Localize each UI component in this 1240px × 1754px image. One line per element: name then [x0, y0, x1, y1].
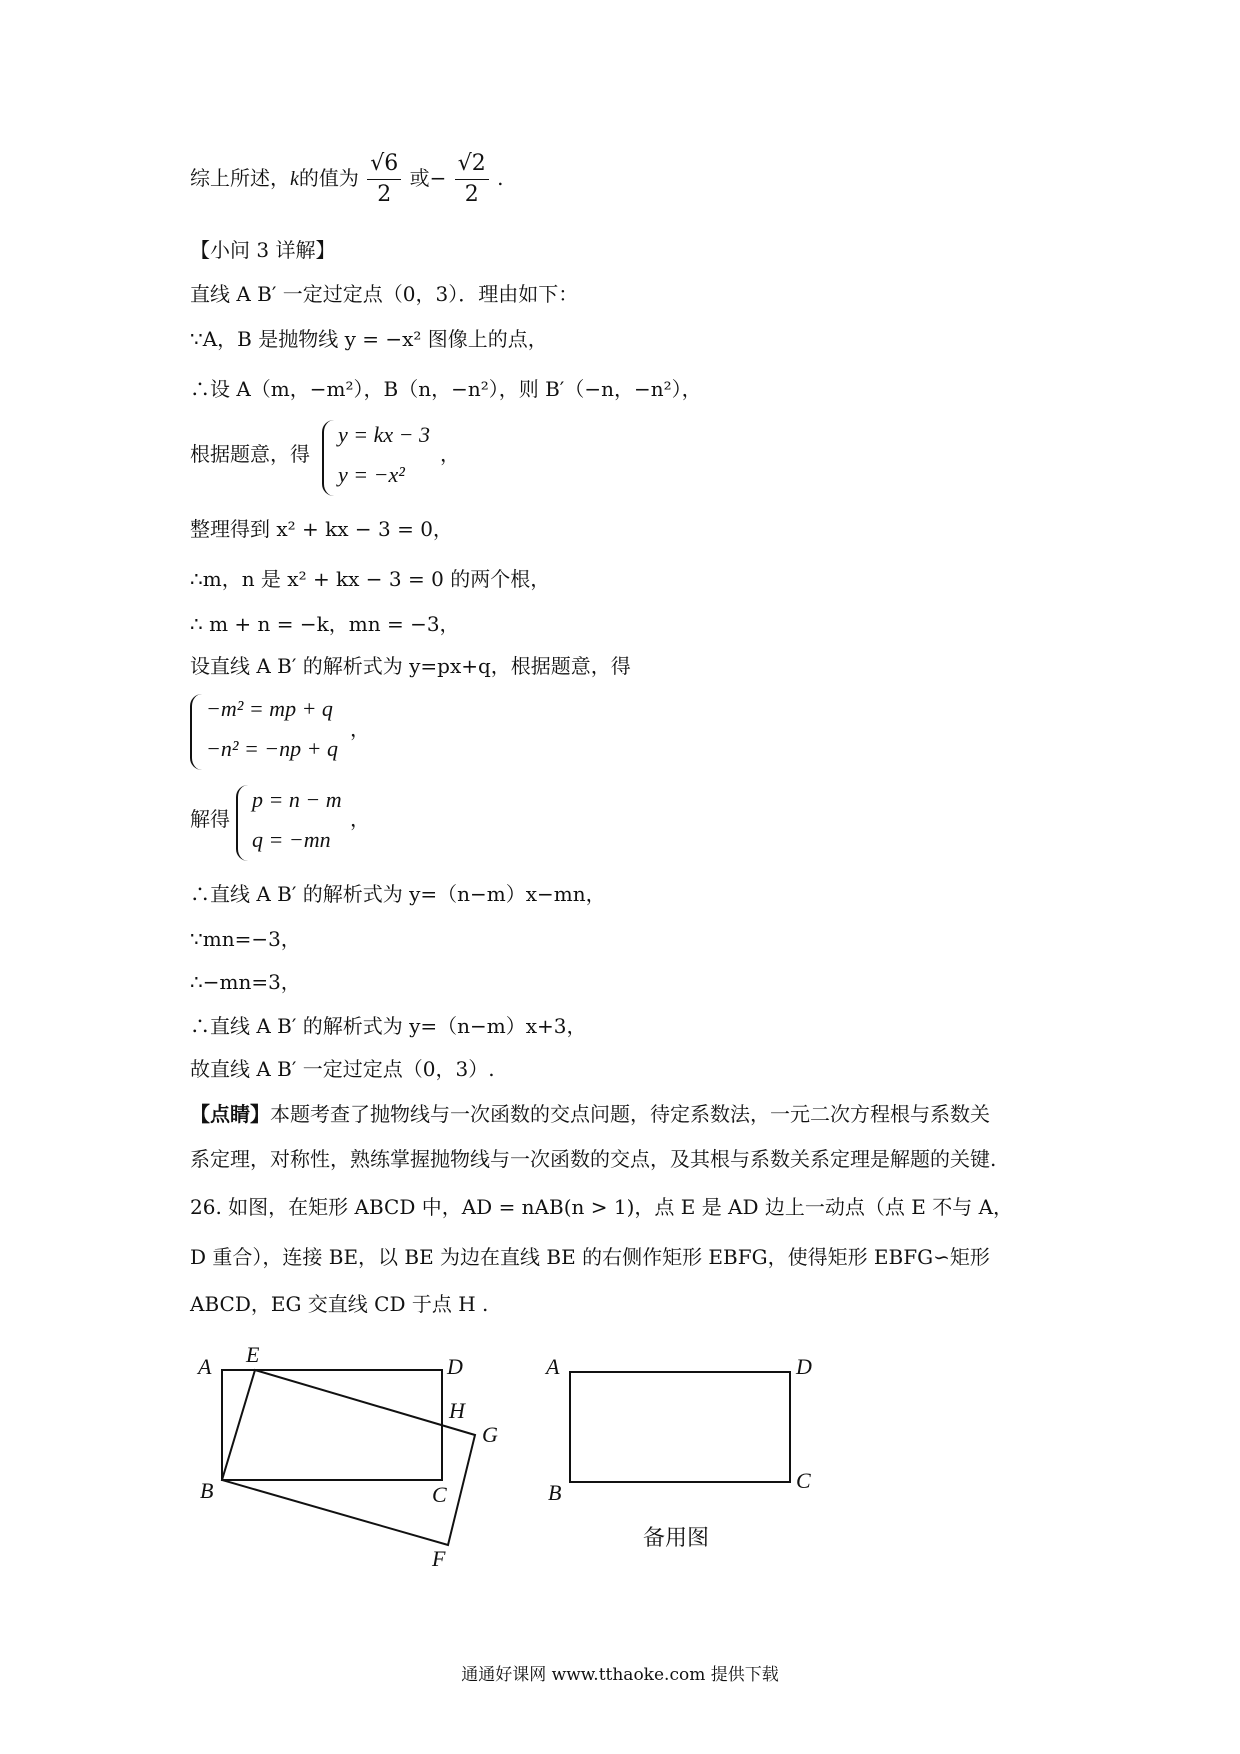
proof-line-7: ∴ m + n = −k，mn = −3，	[190, 612, 460, 636]
proof-line-1: 直线 A B′ 一定过定点（0，3）．理由如下：	[190, 282, 579, 306]
problem-26-line-3: ABCD，EG 交直线 CD 于点 H .	[190, 1292, 489, 1316]
rectangle-ebfg	[222, 1370, 475, 1545]
proof-line-14: ∴直线 A B′ 的解析式为 y=（n−m）x+3，	[190, 1014, 587, 1038]
label-g-1: G	[482, 1422, 498, 1447]
figure-2	[570, 1372, 790, 1482]
label-d-1: D	[447, 1354, 463, 1379]
system-3-prefix: 解得	[190, 807, 230, 831]
footer: 通通好课网 www.tthaoke.com 提供下载	[461, 1665, 779, 1685]
label-b-1: B	[200, 1478, 214, 1503]
label-b-2: B	[548, 1480, 562, 1505]
section-title: 【小问 3 详解】	[190, 238, 336, 262]
comment-text-1: 本题考查了抛物线与一次函数的交点问题，待定系数法，一元二次方程根与系数关	[270, 1102, 990, 1126]
system-3-eq2: q = −mn	[252, 827, 331, 852]
system-2-suffix: ，	[350, 717, 370, 741]
label-a-2: A	[546, 1354, 560, 1379]
label-h-1: H	[449, 1398, 465, 1423]
label-f-1: F	[432, 1546, 446, 1571]
proof-line-3: ∴设 A（m，−m²），B（n，−n²），则 B′（−n，−n²），	[190, 377, 702, 401]
proof-line-12: ∵mn=−3，	[190, 927, 301, 951]
brace-icon	[190, 694, 204, 770]
brace-icon	[322, 420, 336, 496]
summary-mid: 的值为	[298, 166, 359, 190]
proof-line-13: ∴−mn=3，	[190, 970, 301, 994]
problem-26-line-2: D 重合），连接 BE，以 BE 为边在直线 BE 的右侧作矩形 EBFG，使得矩形 EBFG∽矩形	[190, 1245, 990, 1269]
proof-line-2: ∵A，B 是抛物线 y = −x² 图像上的点，	[190, 327, 548, 351]
rectangle-abcd	[222, 1370, 442, 1480]
system-1-eq2: y = −x²	[338, 462, 405, 487]
proof-line-6: ∴m，n 是 x² + kx − 3 = 0 的两个根，	[190, 567, 551, 591]
summary-end: .	[497, 166, 504, 190]
system-1-row	[190, 440, 310, 468]
system-3-suffix: ，	[350, 807, 370, 831]
proof-line-15: 故直线 A B′ 一定过定点（0，3）.	[190, 1057, 495, 1081]
rectangle-abcd-backup	[570, 1372, 790, 1482]
summary-var: k	[290, 168, 299, 190]
proof-line-8: 设直线 A B′ 的解析式为 y=px+q，根据题意，得	[190, 654, 631, 678]
problem-26-line-1: 26. 如图，在矩形 ABCD 中，AD = nAB(n > 1)，点 E 是 AD 边上一动点（点 E 不与 A，	[190, 1195, 1014, 1219]
comment-line-1	[190, 1100, 990, 1128]
label-c-2: C	[796, 1468, 811, 1493]
figure-1	[222, 1370, 475, 1545]
summary-minus: −	[429, 166, 447, 190]
system-2-eq1: −m² = mp + q	[206, 696, 333, 721]
label-a-1: A	[198, 1354, 212, 1379]
system-3-row	[190, 805, 230, 833]
brace-icon	[236, 785, 250, 861]
system-1-suffix: ，	[440, 442, 460, 466]
system-3	[236, 785, 366, 861]
fraction-root6-over-2: $\frac{√6}{2}$	[367, 149, 401, 210]
system-2-eq2: −n² = −np + q	[206, 736, 338, 761]
label-d-2: D	[796, 1354, 812, 1379]
label-e-1: E	[246, 1342, 260, 1367]
proof-line-11: ∴直线 A B′ 的解析式为 y=（n−m）x−mn，	[190, 882, 606, 906]
figure-2-caption: 备用图	[643, 1526, 710, 1551]
summary-line	[190, 148, 503, 210]
fraction-root2-over-2: $\frac{√2}{2}$	[455, 149, 489, 210]
comment-line-2: 系定理，对称性，熟练掌握抛物线与一次函数的交点，及其根与系数关系定理是解题的关键.	[190, 1147, 997, 1171]
label-c-1: C	[432, 1482, 447, 1507]
system-1-eq1: y = kx − 3	[338, 422, 430, 447]
proof-line-5: 整理得到 x² + kx − 3 = 0，	[190, 517, 453, 541]
system-3-eq1: p = n − m	[252, 787, 342, 812]
summary-or: 或	[409, 166, 430, 190]
system-1	[322, 420, 452, 496]
system-2	[190, 694, 360, 770]
comment-label: 【点睛】	[190, 1102, 270, 1126]
system-1-prefix: 根据题意，得	[190, 442, 310, 466]
summary-prefix: 综上所述，	[190, 166, 290, 190]
